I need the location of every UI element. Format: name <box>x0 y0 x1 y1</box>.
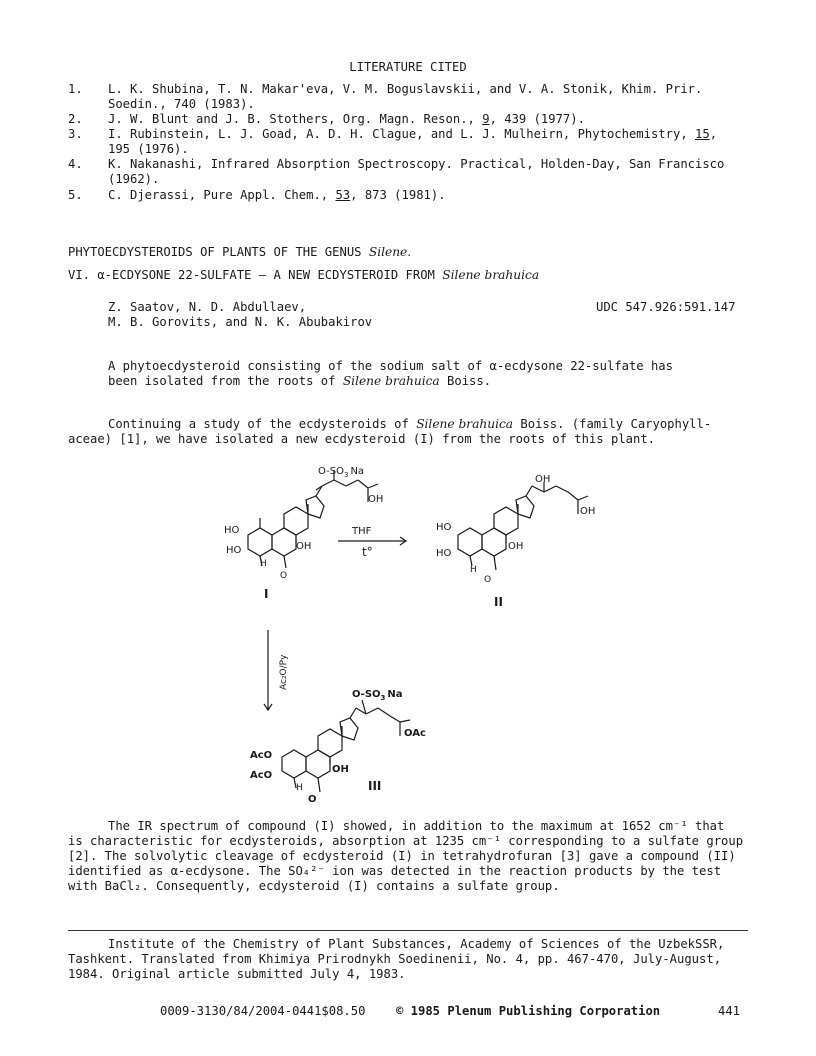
article-title-line-2: VI. α-ECDYSONE 22-SULFATE — A NEW ECDYSTEROID FROM Silene brahuica <box>68 268 540 282</box>
intro-line-2: aceae) [1], we have isolated a new ecdysteroid (I) from the roots of this plant. <box>68 432 655 446</box>
c3-h: H <box>296 783 303 793</box>
abstract-line-1: A phytoecdysteroid consisting of the sodium salt of α-ecdysone 22-sulfate has <box>108 359 673 373</box>
compound-III-structure <box>282 700 410 792</box>
page-number: 441 <box>718 1004 741 1018</box>
arrow-label-temp: t° <box>362 545 373 559</box>
c2-ho-lower: HO <box>436 548 452 559</box>
c1-h: H <box>260 559 267 569</box>
c1-oh14: OH <box>296 541 312 552</box>
label-I: I <box>264 587 269 601</box>
intro-line-1: Continuing a study of the ecdysteroids of Silene brahuica Boiss. (family Caryophyll- <box>108 417 712 431</box>
compound-I-structure <box>248 470 378 568</box>
c3-o: O <box>308 794 317 805</box>
abstract-line-2: been isolated from the roots of Silene brahuica Boiss. <box>108 374 492 388</box>
issn-code: 0009-3130/84/2004-0441$08.50 <box>160 1004 366 1018</box>
authors-line-2: M. B. Gorovits, and N. K. Abubakirov <box>108 315 373 329</box>
c3-sulfate-label: O-SO <box>352 689 381 700</box>
footnote-rule <box>68 930 748 931</box>
svg-text:O-SO3Na: $O-SO_3$ Na <box>352 689 403 702</box>
udc-code: UDC 547.926:591.147 <box>596 300 736 314</box>
c3-aco-upper: AcO <box>250 750 273 761</box>
copyright: © 1985 Plenum Publishing Corporation <box>396 1004 661 1018</box>
label-III: III <box>368 779 382 793</box>
body-line-3: [2]. The solvolytic cleavage of ecdysteroid (I) in tetrahydrofuran [3] gave a compound (II) <box>68 849 736 863</box>
c2-oh22: OH <box>535 474 551 485</box>
c3-oh14: OH <box>332 764 349 775</box>
body-line-1: The IR spectrum of compound (I) showed, in addition to the maximum at 1652 cm⁻¹ that <box>108 819 725 833</box>
c2-h: H <box>470 565 477 575</box>
reaction-scheme <box>0 455 816 815</box>
c1-ho-upper: HO <box>224 525 240 536</box>
reference-list: 1. L. K. Shubina, T. N. Makar'eva, V. M. Boguslavskii, and V. A. Stonik, Khim. Prir. Soedin., 740 (1983). 2. J. W. Blunt and J. B. Stothers, Org. Magn. Reson., 9, 439 (1977). 3. I. Rubinstein, L. J. Goad, A. D. H. Clague, and L. J. Mulheirn, Phytochemistry, 15, 195 (1976). 4. K. Nakanashi, Infrared Absorption Spectroscopy. Practical, Holden-Day, San Francisco (1962). 5. C. Djerassi, Pure Appl. Chem., 53, 873 (1981). <box>68 82 725 202</box>
c1-ho-lower: HO <box>226 545 242 556</box>
c2-o: O <box>484 575 492 585</box>
svg-text:O-SO3Na: $O-SO_3$ Na <box>318 466 365 479</box>
c2-oh14: OH <box>508 541 524 552</box>
c1-oh-side: OH <box>368 494 384 505</box>
c1-o: O <box>280 571 288 581</box>
c1-sulfate-label: O-SO <box>318 466 344 477</box>
authors-line-1: Z. Saatov, N. D. Abdullaev, <box>108 300 307 314</box>
c3-oac: OAc <box>404 728 426 739</box>
footnote-line-3: 1984. Original article submitted July 4, 1983. <box>68 967 406 981</box>
footnote-line-2: Tashkent. Translated from Khimiya Prirodnykh Soedinenii, No. 4, pp. 467-470, July-August, <box>68 952 722 966</box>
compound-II-structure <box>458 482 588 570</box>
label-II: II <box>494 595 503 609</box>
c2-oh25: OH <box>580 506 596 517</box>
c2-ho-upper: HO <box>436 522 452 533</box>
article-title-line-1: PHYTOECDYSTEROIDS OF PLANTS OF THE GENUS Silene. <box>68 245 412 259</box>
reagent-label: Ac₂O/Py <box>279 654 289 690</box>
body-line-5: with BaCl₂. Consequently, ecdysteroid (I) contains a sulfate group. <box>68 879 560 893</box>
arrow-label-thf: THF <box>352 526 372 537</box>
body-line-4: identified as α-ecdysone. The SO₄²⁻ ion was detected in the reaction products by the test <box>68 864 722 878</box>
footnote-line-1: Institute of the Chemistry of Plant Substances, Academy of Sciences of the UzbekSSR, <box>108 937 725 951</box>
c3-aco-lower: AcO <box>250 770 273 781</box>
body-line-2: is characteristic for ecdysteroids, absorption at 1235 cm⁻¹ corresponding to a sulfate group <box>68 834 744 848</box>
literature-heading: LITERATURE CITED <box>349 60 467 74</box>
